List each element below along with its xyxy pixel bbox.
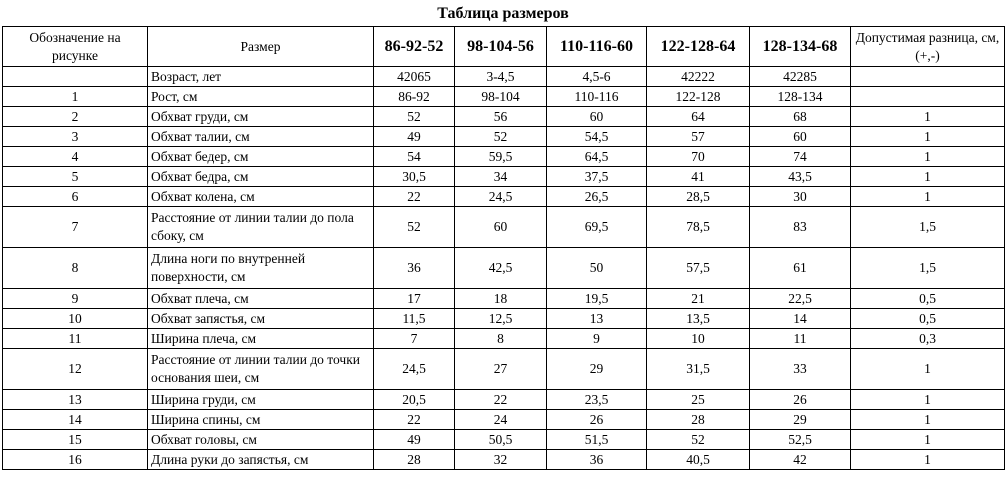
size-value: 11,5: [374, 309, 455, 329]
size-value: 4,5-6: [547, 67, 647, 87]
size-value: 42: [750, 450, 851, 470]
size-value: 24,5: [455, 187, 547, 207]
measurement-name: Обхват бедра, см: [148, 167, 374, 187]
table-row: [3, 187, 1005, 207]
size-value: 59,5: [455, 147, 547, 167]
measurement-name: Ширина груди, см: [148, 390, 374, 410]
tolerance-value: 1: [851, 187, 1005, 207]
size-value: 22: [455, 390, 547, 410]
size-value: 49: [374, 430, 455, 450]
tolerance-value: [851, 87, 1005, 107]
size-value: 56: [455, 107, 547, 127]
row-number: 6: [3, 187, 148, 207]
row-number: 13: [3, 390, 148, 410]
size-value: 60: [547, 107, 647, 127]
size-value: 54: [374, 147, 455, 167]
size-value: 41: [647, 167, 750, 187]
size-value: 42222: [647, 67, 750, 87]
table-row: [3, 248, 1005, 289]
size-value: 28: [374, 450, 455, 470]
size-value: 110-116: [547, 87, 647, 107]
table-row: [3, 410, 1005, 430]
size-value: 50,5: [455, 430, 547, 450]
table-row: [3, 107, 1005, 127]
size-value: 86-92: [374, 87, 455, 107]
size-value: 43,5: [750, 167, 851, 187]
size-value: 42285: [750, 67, 851, 87]
measurement-name: Ширина плеча, см: [148, 329, 374, 349]
row-number: 16: [3, 450, 148, 470]
size-value: 122-128: [647, 87, 750, 107]
size-value: 64,5: [547, 147, 647, 167]
size-value: 26,5: [547, 187, 647, 207]
size-value: 34: [455, 167, 547, 187]
size-value: 57: [647, 127, 750, 147]
measurement-name: Расстояние от линии талии до пола сбоку, см: [148, 207, 374, 248]
table-row: [3, 87, 1005, 107]
measurement-name: Ширина спины, см: [148, 410, 374, 430]
size-value: 24: [455, 410, 547, 430]
size-value: 50: [547, 248, 647, 289]
tolerance-value: 1: [851, 127, 1005, 147]
tolerance-value: 1: [851, 107, 1005, 127]
size-value: 69,5: [547, 207, 647, 248]
header-size-2: 98-104-56: [455, 27, 547, 67]
tolerance-value: 1: [851, 349, 1005, 390]
size-value: 60: [750, 127, 851, 147]
table-row: [3, 349, 1005, 390]
row-number: 8: [3, 248, 148, 289]
row-number: 4: [3, 147, 148, 167]
size-value: 23,5: [547, 390, 647, 410]
size-value: 33: [750, 349, 851, 390]
size-value: 7: [374, 329, 455, 349]
row-number: 10: [3, 309, 148, 329]
size-value: 22,5: [750, 289, 851, 309]
size-table: [2, 26, 1005, 470]
tolerance-value: 1: [851, 430, 1005, 450]
size-value: 68: [750, 107, 851, 127]
size-value: 14: [750, 309, 851, 329]
table-title: Таблица размеров: [437, 5, 569, 22]
measurement-name: Длина ноги по внутренней поверхности, см: [148, 248, 374, 289]
size-value: 37,5: [547, 167, 647, 187]
size-value: 49: [374, 127, 455, 147]
measurement-name: Обхват головы, см: [148, 430, 374, 450]
table-row: [3, 450, 1005, 470]
tolerance-value: 1: [851, 410, 1005, 430]
row-number: 12: [3, 349, 148, 390]
row-number: 15: [3, 430, 148, 450]
size-value: 31,5: [647, 349, 750, 390]
size-value: 20,5: [374, 390, 455, 410]
row-number: 1: [3, 87, 148, 107]
measurement-name: Обхват плеча, см: [148, 289, 374, 309]
size-value: 21: [647, 289, 750, 309]
size-value: 18: [455, 289, 547, 309]
measurement-name: Обхват запястья, см: [148, 309, 374, 329]
table-row: [3, 127, 1005, 147]
size-value: 32: [455, 450, 547, 470]
tolerance-value: 0,5: [851, 289, 1005, 309]
table-row: [3, 167, 1005, 187]
table-row: [3, 329, 1005, 349]
table-row: [3, 309, 1005, 329]
size-value: 13: [547, 309, 647, 329]
size-value: 26: [547, 410, 647, 430]
size-value: 26: [750, 390, 851, 410]
header-row: [3, 27, 1005, 67]
size-value: 19,5: [547, 289, 647, 309]
table-row: [3, 430, 1005, 450]
row-number: 2: [3, 107, 148, 127]
size-value: 29: [750, 410, 851, 430]
row-number: 9: [3, 289, 148, 309]
size-value: 28: [647, 410, 750, 430]
size-value: 52: [647, 430, 750, 450]
size-value: 51,5: [547, 430, 647, 450]
tolerance-value: 0,5: [851, 309, 1005, 329]
tolerance-value: 1: [851, 390, 1005, 410]
size-value: 60: [455, 207, 547, 248]
table-row: [3, 289, 1005, 309]
size-value: 28,5: [647, 187, 750, 207]
size-value: 54,5: [547, 127, 647, 147]
row-number: 5: [3, 167, 148, 187]
size-value: 10: [647, 329, 750, 349]
size-value: 25: [647, 390, 750, 410]
size-value: 57,5: [647, 248, 750, 289]
size-value: 36: [374, 248, 455, 289]
size-value: 70: [647, 147, 750, 167]
measurement-name: Обхват бедер, см: [148, 147, 374, 167]
header-size-3: 110-116-60: [547, 27, 647, 67]
tolerance-value: [851, 67, 1005, 87]
measurement-name: Обхват талии, см: [148, 127, 374, 147]
size-value: 8: [455, 329, 547, 349]
size-value: 29: [547, 349, 647, 390]
size-value: 12,5: [455, 309, 547, 329]
size-value: 52: [374, 207, 455, 248]
size-value: 40,5: [647, 450, 750, 470]
size-value: 30,5: [374, 167, 455, 187]
size-value: 11: [750, 329, 851, 349]
header-size-1: 86-92-52: [374, 27, 455, 67]
size-value: 64: [647, 107, 750, 127]
size-value: 42,5: [455, 248, 547, 289]
measurement-name: Рост, см: [148, 87, 374, 107]
row-number: [3, 67, 148, 87]
size-value: 3-4,5: [455, 67, 547, 87]
size-value: 36: [547, 450, 647, 470]
tolerance-value: 1: [851, 450, 1005, 470]
size-value: 30: [750, 187, 851, 207]
tolerance-value: 1: [851, 167, 1005, 187]
size-value: 128-134: [750, 87, 851, 107]
table-row: [3, 67, 1005, 87]
size-value: 78,5: [647, 207, 750, 248]
measurement-name: Обхват колена, см: [148, 187, 374, 207]
size-value: 13,5: [647, 309, 750, 329]
size-value: 83: [750, 207, 851, 248]
tolerance-value: 1,5: [851, 248, 1005, 289]
header-tolerance: Допустимая разница, см, (+,-): [851, 27, 1005, 67]
measurement-name: Длина руки до запястья, см: [148, 450, 374, 470]
size-value: 52: [455, 127, 547, 147]
size-value: 52,5: [750, 430, 851, 450]
tolerance-value: 1: [851, 147, 1005, 167]
size-value: 42065: [374, 67, 455, 87]
row-number: 7: [3, 207, 148, 248]
table-row: [3, 207, 1005, 248]
measurement-name: Обхват груди, см: [148, 107, 374, 127]
size-value: 98-104: [455, 87, 547, 107]
tolerance-value: 0,3: [851, 329, 1005, 349]
measurement-name: Расстояние от линии талии до точки основания шеи, см: [148, 349, 374, 390]
row-number: 14: [3, 410, 148, 430]
header-size-5: 128-134-68: [750, 27, 851, 67]
measurement-name: Возраст, лет: [148, 67, 374, 87]
header-size: Размер: [148, 27, 374, 67]
row-number: 11: [3, 329, 148, 349]
header-size-4: 122-128-64: [647, 27, 750, 67]
size-value: 61: [750, 248, 851, 289]
size-value: 52: [374, 107, 455, 127]
row-number: 3: [3, 127, 148, 147]
table-row: [3, 390, 1005, 410]
size-value: 22: [374, 187, 455, 207]
size-value: 24,5: [374, 349, 455, 390]
size-value: 9: [547, 329, 647, 349]
size-value: 27: [455, 349, 547, 390]
header-designation: Обозначение на рисунке: [3, 27, 148, 67]
table-row: [3, 147, 1005, 167]
size-value: 17: [374, 289, 455, 309]
size-value: 74: [750, 147, 851, 167]
size-value: 22: [374, 410, 455, 430]
tolerance-value: 1,5: [851, 207, 1005, 248]
